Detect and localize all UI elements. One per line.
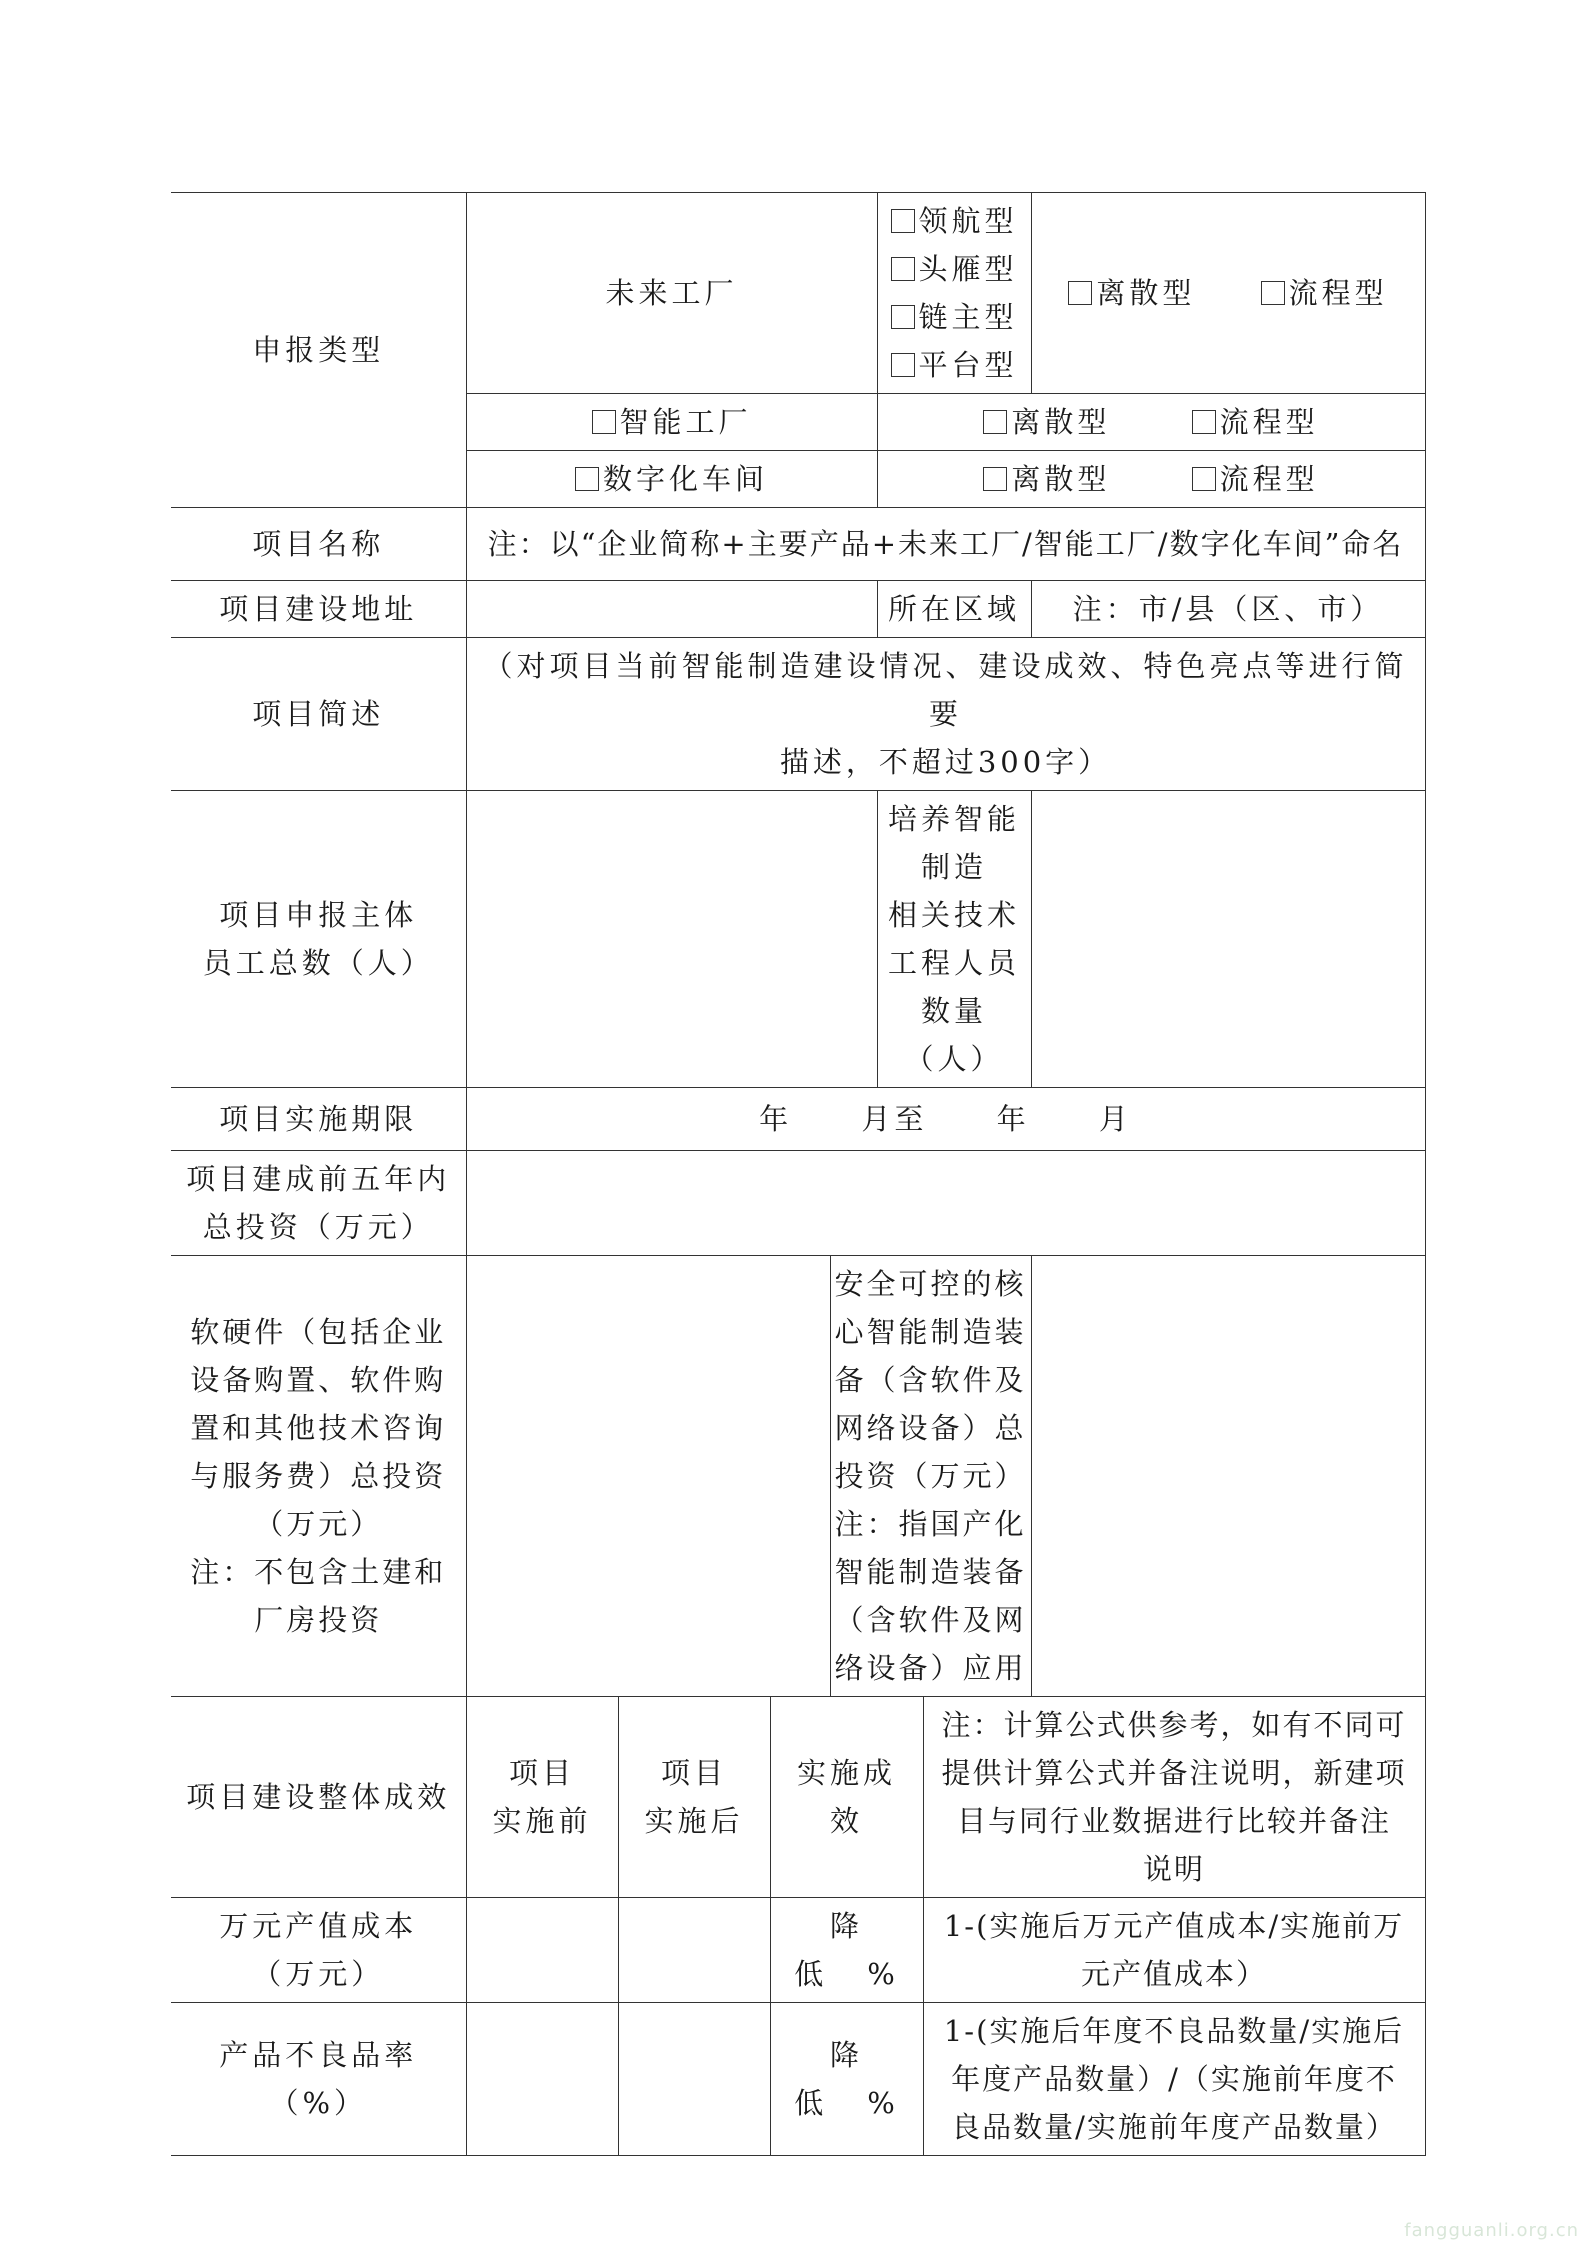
option-pingtai[interactable]: 平台型 (891, 341, 1018, 389)
address-label: 项目建设地址 (171, 581, 466, 638)
defect-label: 产品不良品率（%） (171, 2003, 466, 2156)
core-equipment-label: 安全可控的核 心智能制造装 备（含软件及 网络设备）总 投资（万元） 注：指国产化 智能制造装备 （含软件及网 络设备）应用 (830, 1256, 1031, 1697)
checkbox-icon[interactable] (1261, 281, 1285, 305)
future-factory-label: 未来工厂 (466, 193, 877, 394)
region-field[interactable]: 注：市/县（区、市） (1031, 581, 1425, 638)
checkbox-icon[interactable] (1068, 281, 1092, 305)
project-name-label: 项目名称 (171, 508, 466, 581)
smart-modes (877, 394, 1425, 451)
future-options (877, 193, 1031, 394)
checkbox-icon[interactable] (575, 467, 599, 491)
before-header: 项目 实施前 (466, 1697, 618, 1898)
summary-label: 项目简述 (171, 638, 466, 791)
future-modes (1031, 193, 1425, 394)
defect-result[interactable]: 降低 % (770, 2003, 923, 2156)
digital-process-option[interactable]: 流程型 (1192, 455, 1319, 503)
period-month1: 月至 (861, 1102, 928, 1136)
region-label: 所在区域 (877, 581, 1031, 638)
smart-discrete-option[interactable]: 离散型 (983, 398, 1110, 446)
period-year2: 年 (996, 1102, 1030, 1136)
digital-modes (877, 451, 1425, 508)
software-hardware-label: 软硬件（包括企业 设备购置、软件购 置和其他技术咨询 与服务费）总投资 （万元） 注：不包含土建和 厂房投资 (171, 1256, 466, 1697)
checkbox-icon[interactable] (592, 410, 616, 434)
staff-total-field[interactable] (466, 791, 877, 1088)
result-header: 实施成 效 (770, 1697, 923, 1898)
checkbox-icon[interactable] (891, 209, 915, 233)
investment-5y-field[interactable] (466, 1151, 1425, 1256)
checkbox-icon[interactable] (983, 467, 1007, 491)
checkbox-icon[interactable] (1192, 467, 1216, 491)
digital-discrete-option[interactable]: 离散型 (983, 455, 1110, 503)
summary-note-line1: （对项目当前智能制造建设情况、建设成效、特色亮点等进行简要 (483, 649, 1408, 731)
checkbox-icon[interactable] (983, 410, 1007, 434)
smart-process-option[interactable]: 流程型 (1192, 398, 1319, 446)
period-field[interactable] (466, 1088, 1425, 1151)
period-year1: 年 (759, 1102, 793, 1136)
period-label: 项目实施期限 (171, 1088, 466, 1151)
checkbox-icon[interactable] (891, 305, 915, 329)
effect-label: 项目建设整体成效 (171, 1697, 466, 1898)
summary-note-line2: 描述，不超过300字） (779, 745, 1112, 779)
staff-label: 项目申报主体 员工总数（人） (171, 791, 466, 1088)
period-month2: 月 (1098, 1102, 1132, 1136)
checkbox-icon[interactable] (891, 353, 915, 377)
tech-staff-label: 培养智能 制造 相关技术 工程人员 数量（人） (877, 791, 1031, 1088)
watermark: fangguanli.org.cn (1404, 2220, 1579, 2241)
software-hardware-field[interactable] (466, 1256, 830, 1697)
checkbox-icon[interactable] (891, 257, 915, 281)
smart-factory-option[interactable]: 智能工厂 (466, 394, 877, 451)
cost-label: 万元产值成本 （万元） (171, 1898, 466, 2003)
checkbox-icon[interactable] (1192, 410, 1216, 434)
digital-workshop-option[interactable]: 数字化车间 (466, 451, 877, 508)
cost-formula: 1-(实施后万元产值成本/实施前万 元产值成本） (923, 1898, 1425, 2003)
application-form-table (171, 192, 1426, 2156)
future-process-option[interactable]: 流程型 (1261, 269, 1388, 317)
summary-field[interactable] (466, 638, 1425, 791)
formula-note: 注：计算公式供参考，如有不同可 提供计算公式并备注说明，新建项 目与同行业数据进行比较并备注 说明 (923, 1697, 1425, 1898)
option-touyan[interactable]: 头雁型 (891, 245, 1018, 293)
defect-after-field[interactable] (618, 2003, 770, 2156)
project-name-field[interactable]: 注：以“企业简称+主要产品+未来工厂/智能工厂/数字化车间”命名 (466, 508, 1425, 581)
investment-5y-label: 项目建成前五年内 总投资（万元） (171, 1151, 466, 1256)
future-discrete-option[interactable]: 离散型 (1068, 269, 1195, 317)
defect-formula: 1-(实施后年度不良品数量/实施后 年度产品数量）/（实施前年度不 良品数量/实施前年度产品数量） (923, 2003, 1425, 2156)
address-field[interactable] (466, 581, 877, 638)
cost-after-field[interactable] (618, 1898, 770, 2003)
tech-staff-field[interactable] (1031, 791, 1425, 1088)
cost-before-field[interactable] (466, 1898, 618, 2003)
option-lianzhu[interactable]: 链主型 (891, 293, 1018, 341)
cost-result[interactable]: 降低 % (770, 1898, 923, 2003)
defect-before-field[interactable] (466, 2003, 618, 2156)
after-header: 项目 实施后 (618, 1697, 770, 1898)
core-equipment-field[interactable] (1031, 1256, 1425, 1697)
option-lingHang[interactable]: 领航型 (891, 197, 1018, 245)
type-label: 申报类型 (171, 193, 466, 508)
